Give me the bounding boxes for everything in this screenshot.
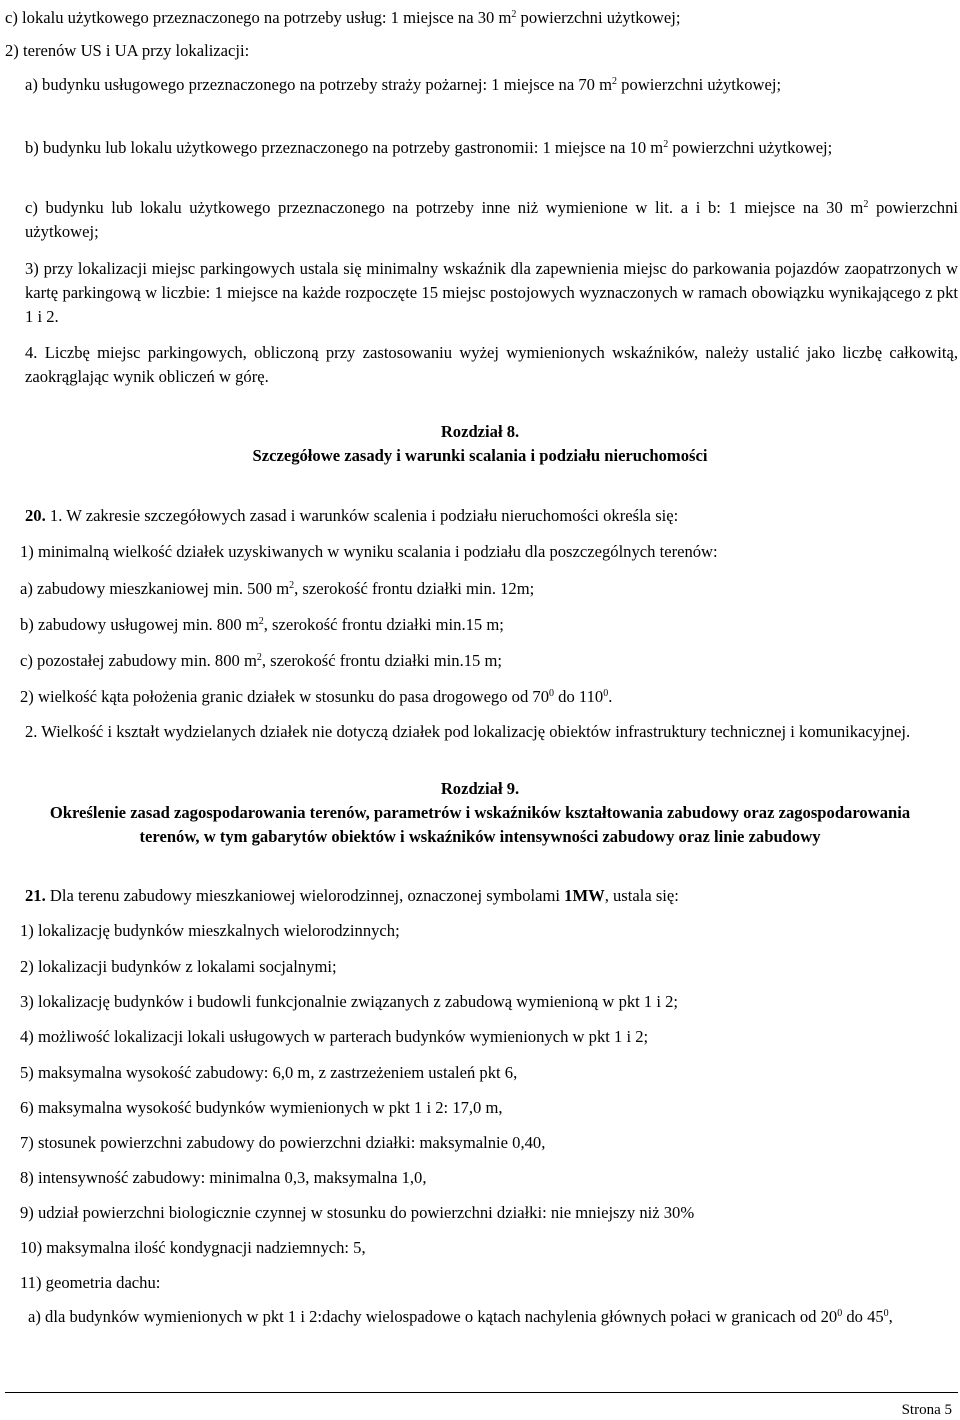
section-21-item-6: 6) maksymalna wysokość budynków wymienionych w pkt 1 i 2: 17,0 m, [20,1098,503,1117]
line-straz-pozarna: a) budynku usługowego przeznaczonego na potrzeby straży pożarnej: 1 miejsce na 70 $m^2$ powierzchni użytkowej; [25,75,782,94]
line-liczba-miejsc: 4. Liczbę miejsc parkingowych, obliczoną przy zastosowaniu wyżej wymienionych wskaźników, należy ustalić jako liczbę całkowitą, zaokrąglając wynik obliczeń w górę. [25,343,958,386]
section-21-item-10: 10) maksymalna ilość kondygnacji nadziemnych: 5, [20,1238,366,1257]
section-21-item-1: 1) lokalizację budynków mieszkalnych wielorodzinnych; [20,921,400,940]
footer-divider [5,1392,958,1393]
section-20-point-1: 1) minimalną wielkość działek uzyskiwanych w wyniku scalania i podziału dla poszczególnych terenów: [20,542,718,561]
line-gastronomia: b) budynku lub lokalu użytkowego przeznaczonego na potrzeby gastronomii: 1 miejsce na 10 $m^2$ powierzchni użytkowej; [25,138,833,157]
section-20-point-2: 2) wielkość kąta położenia granic działek w stosunku do pasa drogowego od $70^0$ do $110^0$. [20,687,613,706]
section-21-item-2: 2) lokalizacji budynków z lokalami socjalnymi; [20,957,337,976]
section-20-intro: 20. 1. W zakresie szczegółowych zasad i warunków scalenia i podziału nieruchomości określa się: [25,506,679,525]
line-karty-parkingowe: 3) przy lokalizacji miejsc parkingowych ustala się minimalny wskaźnik dla zapewnienia miejsc do parkowania pojazdów zaopatrzonych w kartę parkingową w liczbie: 1 miejsce na każde rozpoczęte 15 miejsc postojowych wyznaczonych w ramach obowiązku wynikającego z pkt 1 i 2. [25,259,958,326]
roof-geometry-item-a: a) dla budynków wymienionych w pkt 1 i 2:dachy wielospadowe o kątach nachylenia głównych połaci w granicach od $20^0$ do $45^0$, [28,1307,893,1326]
symbol-1mw: 1MW [564,886,605,905]
section-21-item-8: 8) intensywność zabudowy: minimalna 0,3, maksymalna 1,0, [20,1168,427,1187]
section-21-item-7: 7) stosunek powierzchni zabudowy do powierzchni działki: maksymalnie 0,40, [20,1133,546,1152]
chapter-8-title: Rozdział 8. [440,422,520,441]
section-21-number: 21. [25,886,46,905]
section-20-item-b: b) zabudowy usługowej min. 800 $m^2$, szerokość frontu działki min.15 m; [20,615,504,634]
section-20-paragraph-2: 2. Wielkość i kształt wydzielanych działek nie dotyczą działek pod lokalizację obiektów infrastruktury technicznej i komunikacyjnej. [25,722,911,741]
section-21-intro: 21. Dla terenu zabudowy mieszkaniowej wielorodzinnej, oznaczonej symbolami 1MW, ustala się: [25,886,679,905]
section-21-item-9: 9) udział powierzchni biologicznie czynnej w stosunku do powierzchni działki: nie mniejszy niż 30% [20,1203,695,1222]
section-21-item-4: 4) możliwość lokalizacji lokali usługowych w parterach budynków wymienionych w pkt 1 i 2; [20,1027,649,1046]
line-tereny-us-ua: 2) terenów US i UA przy lokalizacji: [5,41,250,60]
page-number: Strona 5 [901,1402,952,1418]
section-20-item-a: a) zabudowy mieszkaniowej min. 500 $m^2$, szerokość frontu działki min. 12m; [20,579,535,598]
line-lokal-uslug: c) lokalu użytkowego przeznaczonego na potrzeby usług: 1 miejsce na 30 $m^2$ powierzchni użytkowej; [5,8,681,27]
chapter-9-title: Rozdział 9. [440,779,520,798]
line-inne-potrzeby: c) budynku lub lokalu użytkowego przeznaczonego na potrzeby inne niż wymienione w lit. a i b: 1 miejsce na 30 $m^2$ powierzchni użytkowej; [25,198,958,241]
chapter-8-subtitle: Szczegółowe zasady i warunki scalania i podziału nieruchomości [252,446,708,465]
section-21-item-5: 5) maksymalna wysokość zabudowy: 6,0 m, z zastrzeżeniem ustaleń pkt 6, [20,1063,518,1082]
section-20-number: 20. [25,506,46,525]
section-20-item-c: c) pozostałej zabudowy min. 800 $m^2$, szerokość frontu działki min.15 m; [20,651,502,670]
chapter-9-subtitle: Określenie zasad zagospodarowania terenów, parametrów i wskaźników kształtowania zabudowy oraz zagospodarowania terenów, w tym gabarytów obiektów i wskaźników intensywności zabudowy oraz linie zabudowy [49,803,911,846]
section-21-item-11: 11) geometria dachu: [20,1273,161,1292]
section-21-item-3: 3) lokalizację budynków i budowli funkcjonalnie związanych z zabudową wymienioną w pkt 1 i 2; [20,992,679,1011]
